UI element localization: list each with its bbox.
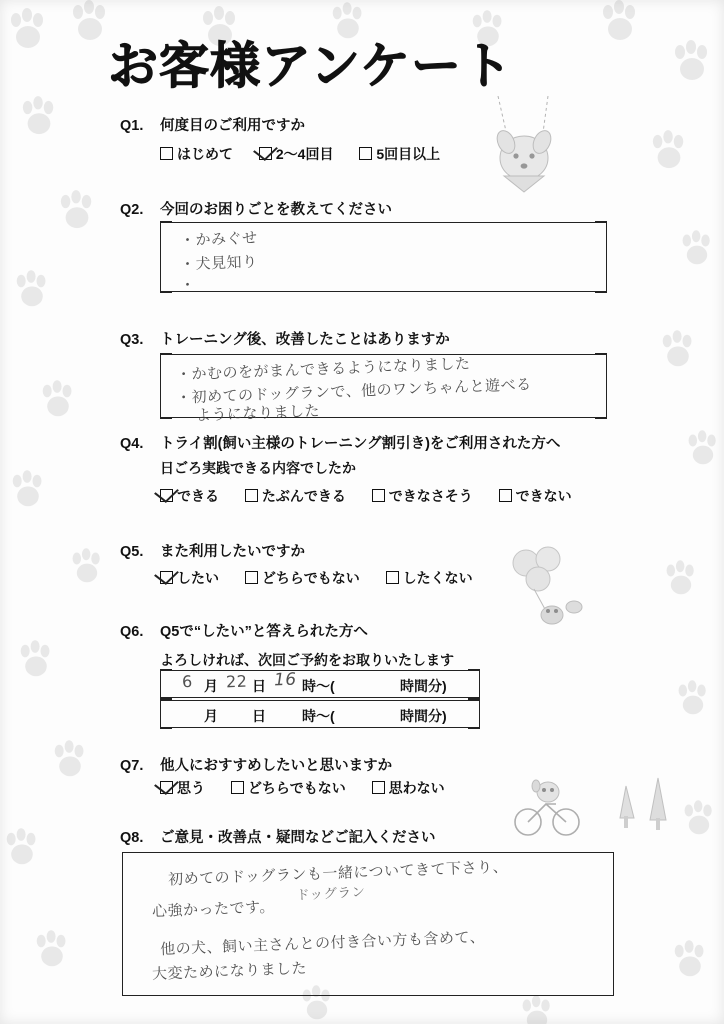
q6-row0-duration-label: 時間分)	[400, 678, 447, 694]
q8-text: ご意見・改善点・疑問などご記入ください	[160, 830, 436, 846]
page-title: お客様アンケート	[108, 37, 513, 95]
checkbox[interactable]	[160, 147, 173, 160]
option-label: はじめて	[177, 146, 233, 162]
q1-option-0[interactable]	[160, 144, 233, 164]
checkbox[interactable]	[245, 571, 258, 584]
option-label: 思わない	[388, 780, 445, 796]
q7-option-2[interactable]	[372, 778, 445, 798]
q7-text: 他人におすすめしたいと思いますか	[160, 758, 393, 774]
q2-number: Q2.	[120, 202, 144, 218]
checkbox-checked[interactable]	[160, 781, 173, 794]
dog-with-balloons-illustration	[500, 545, 610, 640]
q7-number: Q7.	[120, 758, 144, 774]
q6-row1-duration-label: 時間分)	[400, 708, 447, 724]
checkbox[interactable]	[372, 781, 385, 794]
q8-answer-line-3: 大変ためになりました	[151, 959, 308, 983]
option-label: 思う	[177, 780, 205, 796]
option-label: したくない	[402, 570, 473, 586]
q4-option-3[interactable]	[499, 486, 572, 506]
option-label: 5回目以上	[376, 146, 441, 162]
q2-answer-line-1: ・犬見知り	[179, 252, 258, 274]
question-q1	[120, 114, 305, 135]
option-label: したい	[177, 570, 219, 586]
q1-text: 何度目のご利用ですか	[160, 118, 305, 134]
q6-row0-month-value: 6	[181, 671, 194, 692]
q6-row1-day-label: 日	[252, 708, 266, 724]
q4-options	[160, 486, 594, 506]
question-q8	[120, 826, 436, 847]
checkbox-checked[interactable]	[160, 489, 173, 502]
q1-options	[160, 144, 462, 164]
option-label: たぶんできる	[261, 488, 346, 504]
q8-answer-line-1: 心強かったです。	[151, 897, 276, 921]
question-q4	[120, 432, 560, 453]
question-q5	[120, 540, 305, 561]
q7-options	[160, 778, 467, 798]
q4-option-1[interactable]	[245, 486, 346, 506]
q6-row0-hour-label: 時～(	[302, 678, 335, 694]
q7-option-0[interactable]	[160, 778, 205, 798]
option-label: どちらでもない	[247, 780, 346, 796]
q3-number: Q3.	[120, 332, 144, 348]
q3-text: トレーニング後、改善したことはありますか	[160, 332, 450, 348]
option-label: できる	[177, 488, 219, 504]
q8-answer-line-2: 他の犬、飼い主さんとの付き合い方も含めて、	[159, 927, 486, 959]
q6-number: Q6.	[120, 624, 144, 640]
checkbox[interactable]	[499, 489, 512, 502]
q4-option-0[interactable]	[160, 486, 219, 506]
q6-row0-day-label: 日	[252, 678, 266, 694]
q6-row0-month-label: 月	[204, 678, 218, 694]
q5-option-0[interactable]	[160, 568, 219, 588]
q8-number: Q8.	[120, 830, 144, 846]
question-q2	[120, 198, 392, 219]
q5-option-2[interactable]	[386, 568, 473, 588]
q6-subtext: よろしければ、次回ご予約をお取りいたします	[160, 652, 454, 668]
q5-option-1[interactable]	[245, 568, 360, 588]
q8-answer-note: ドッグラン	[295, 884, 366, 904]
q4-number: Q4.	[120, 436, 144, 452]
option-label: どちらでもない	[261, 570, 360, 586]
question-q3	[120, 328, 450, 349]
q1-option-2[interactable]	[359, 144, 440, 164]
option-label: できない	[515, 488, 572, 504]
q6-row1-month-label: 月	[204, 708, 218, 724]
q2-answer-line-2: ・	[179, 275, 196, 295]
q2-answer-line-0: ・かみぐせ	[179, 228, 258, 250]
q8-answer-line-0: 初めてのドッグランも一緒についてきて下さり、	[167, 857, 509, 889]
checkbox-checked[interactable]	[259, 147, 272, 160]
checkbox[interactable]	[386, 571, 399, 584]
q4-option-2[interactable]	[372, 486, 473, 506]
q2-text: 今回のお困りごとを教えてください	[160, 202, 392, 218]
q7-option-1[interactable]	[231, 778, 346, 798]
paw-icon	[8, 8, 48, 52]
checkbox[interactable]	[245, 489, 258, 502]
option-label: 2～4回目	[275, 146, 334, 162]
q6-row0-day-value: 22	[225, 671, 248, 692]
q3-answer-line-1: ・初めてのドッグランで、他のワンちゃんと遊べる	[175, 375, 532, 407]
q1-number: Q1.	[120, 118, 144, 134]
q4-text: トライ割(飼い主様のトレーニング割引き)をご利用された方へ	[160, 436, 561, 452]
q5-options	[160, 568, 495, 588]
q6-text: Q5で“したい”と答えられた方へ	[160, 624, 368, 640]
q5-number: Q5.	[120, 544, 144, 560]
q5-text: また利用したいですか	[160, 544, 305, 560]
q6-row0-hour-value: 16	[273, 669, 298, 691]
option-label: できなさそう	[388, 488, 473, 504]
q4-subtext: 日ごろ実践できる内容でしたか	[160, 460, 356, 476]
checkbox[interactable]	[231, 781, 244, 794]
checkbox[interactable]	[359, 147, 372, 160]
q3-answer-line-0: ・かむのをがまんできるようになりました	[175, 354, 471, 384]
question-q7	[120, 754, 392, 775]
checkbox-checked[interactable]	[160, 571, 173, 584]
q1-option-1[interactable]	[259, 144, 334, 164]
q3-answer-line-2: ようになりました	[195, 401, 321, 425]
checkbox[interactable]	[372, 489, 385, 502]
cycling-dog-illustration	[500, 760, 690, 845]
question-q6	[120, 620, 368, 641]
dog-illustration	[486, 96, 576, 211]
q6-row1-hour-label: 時～(	[302, 708, 335, 724]
